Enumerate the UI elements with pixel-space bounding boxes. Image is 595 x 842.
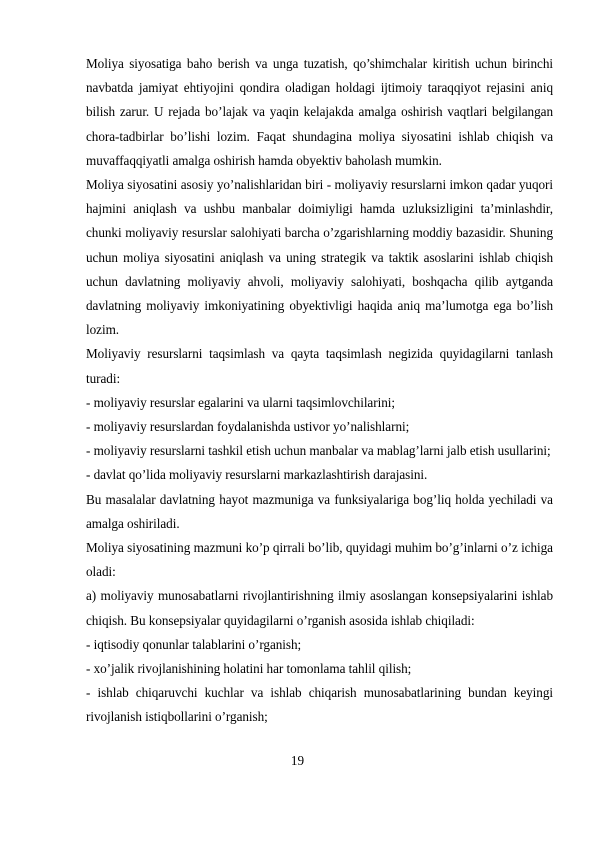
list-item: - ishlab chiqaruvchi kuchlar va ishlab chiqarish munosabatlarining bundan keyingi rivojlanish istiqbollarini o’rganish; — [86, 685, 553, 725]
paragraph: Bu masalalar davlatning hayot mazmuniga va funksiyalariga bog’liq holda yechiladi va amalga oshiriladi. — [86, 491, 553, 531]
page-number: 19 — [290, 753, 305, 768]
list-item: - iqtisodiy qonunlar talablarini o’rganish; — [86, 636, 302, 652]
list-item: - moliyaviy resurslardan foydalanishda ustivor yo’nalishlarni; — [86, 419, 410, 435]
list-item: - moliyaviy resurslarni tashkil etish uchun manbalar va mablag’larni jalb etish usullarini; — [86, 443, 551, 459]
paragraph: Moliya siyosatini asosiy yo’nalishlaridan biri - moliyaviy resurslarni imkon qadar yuqori hajmini aniqlash va ushbu manbalar doimiyligi hamda uzluksizligini ta’minlashdir, chunki moliyaviy resurslar salohiyati barcha o’zgarishlarning moddiy bazasidir. Shuning uchun moliya siyosatini aniqlash va uning strategik va taktik asoslarini ishlab chiqish uchun davlatning moliyaviy ahvoli, moliyaviy salohiyati, boshqacha qilib aytganda davlatning moliyaviy imkoniyatining obyektivligi haqida aniq ma’lumotga ega bo’lish lozim. — [86, 177, 553, 338]
list-item: - xo’jalik rivojlanishining holatini har tomonlama tahlil qilish; — [86, 661, 412, 677]
paragraph: Moliyaviy resurslarni taqsimlash va qayta taqsimlash negizida quyidagilarni tanlash turadi: — [86, 346, 553, 386]
list-item: - davlat qo’lida moliyaviy resurslarni markazlashtirish darajasini. — [86, 467, 428, 483]
paragraph: Moliya siyosatiga baho berish va unga tuzatish, qo’shimchalar kiritish uchun birinchi navbatda jamiyat ehtiyojini qondira oladigan holdagi ijtimoiy taraqqiyot rejasini aniq bilish zarur. U rejada bo’lajak va yaqin kelajakda amalga oshirish vaqtlari belgilangan chora-tadbirlar bo’lishi lozim. Faqat shundagina moliya siyosatini ishlab chiqish va muvaffaqqiyatli amalga oshirish hamda obyektiv baholash mumkin. — [86, 56, 553, 168]
paragraph: a) moliyaviy munosabatlarni rivojlantirishning ilmiy asoslangan konsepsiyalarini ishlab chiqish. Bu konsepsiyalar quyidagilarni o’rganish asosida ishlab chiqiladi: — [86, 588, 553, 628]
document-body — [86, 52, 553, 730]
paragraph: Moliya siyosatining mazmuni ko’p qirrali bo’lib, quyidagi muhim bo’g’inlarni o’z ichiga oladi: — [86, 540, 553, 580]
list-item: - moliyaviy resurslar egalarini va ularni taqsimlovchilarini; — [86, 394, 395, 410]
